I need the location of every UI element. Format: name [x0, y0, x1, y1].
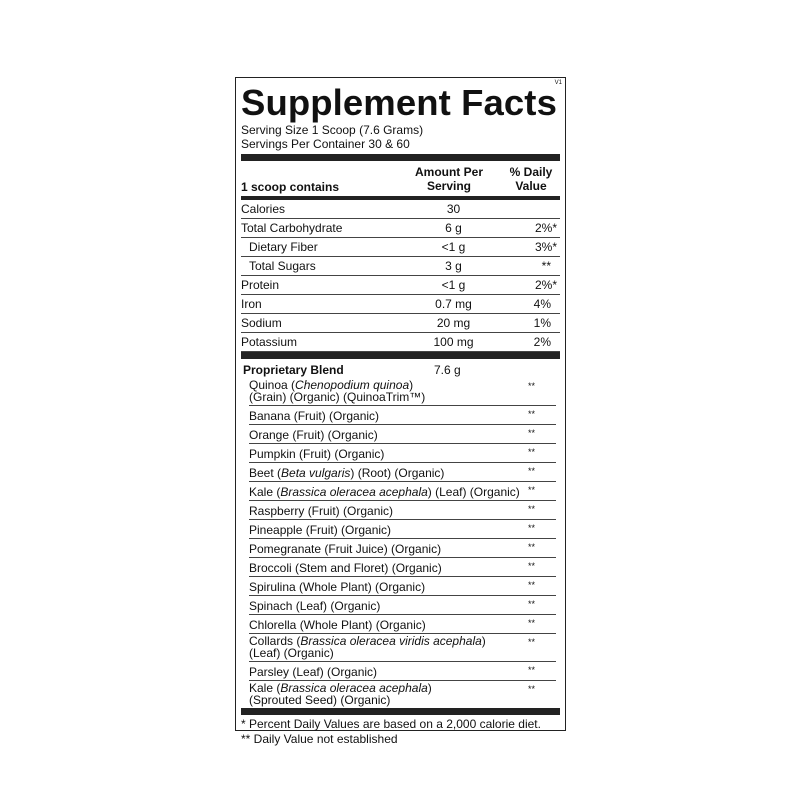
blend-ingredient-row: [249, 681, 556, 708]
ingredient-name: [249, 562, 556, 574]
divider-thick: [241, 154, 560, 161]
ingredient-daily-value: **: [527, 561, 535, 571]
serving-size: Serving Size 1 Scoop (7.6 Grams): [241, 123, 424, 137]
nutrient-amount: 6 g: [445, 221, 462, 235]
nutrient-amount: 100 mg: [433, 335, 474, 349]
divider-thick: [241, 708, 560, 715]
nutrient-row: [241, 295, 560, 314]
ingredient-text: Collards (: [249, 634, 301, 648]
header-amount-line1: Amount Per: [414, 165, 483, 179]
ingredient-daily-value: **: [527, 523, 535, 533]
blend-amount: 7.6 g: [434, 363, 461, 377]
blend-ingredient-row: [249, 501, 556, 520]
ingredient-text: Spirulina (Whole Plant) (Organic): [249, 580, 426, 594]
ingredient-text: ): [427, 681, 432, 695]
nutrient-name: Protein: [241, 278, 280, 292]
ingredient-text: ) (Root) (Organic): [350, 466, 445, 480]
nutrient-row: [241, 333, 560, 352]
ingredient-name: [249, 666, 556, 678]
nutrient-daily-value: 2%: [533, 335, 551, 349]
ingredient-daily-value: **: [527, 428, 535, 438]
ingredient-daily-value: **: [527, 381, 535, 391]
header-amount: [409, 165, 489, 193]
ingredient-name: [249, 581, 556, 593]
ingredient-daily-value: **: [527, 618, 535, 628]
ingredient-name: [249, 543, 556, 555]
ingredient-daily-value: **: [527, 599, 535, 609]
ingredient-name: [249, 505, 556, 517]
ingredient-text: Orange (Fruit) (Organic): [249, 428, 378, 442]
nutrient-name: Sodium: [241, 316, 282, 330]
ingredient-text: Banana (Fruit) (Organic): [249, 409, 380, 423]
ingredient-daily-value: **: [527, 466, 535, 476]
blend-ingredient-row: [249, 463, 556, 482]
nutrient-daily-value: **: [541, 259, 551, 273]
divider-thick: [241, 352, 560, 359]
blend-ingredient-row: [249, 520, 556, 539]
blend-ingredient-row: [249, 378, 556, 406]
blend-ingredient-row: [249, 577, 556, 596]
label-content: [241, 78, 560, 747]
supplement-facts-label: [235, 77, 566, 746]
nutrient-name: Total Sugars: [249, 259, 316, 273]
ingredient-name: [249, 448, 556, 460]
ingredient-daily-value: **: [527, 637, 535, 647]
ingredient-text: Spinach (Leaf) (Organic): [249, 599, 381, 613]
nutrient-amount: 0.7 mg: [435, 297, 472, 311]
label-title: Supplement Facts: [241, 82, 557, 123]
nutrient-amount: 3 g: [445, 259, 462, 273]
nutrient-table: [241, 200, 560, 352]
header-contains: 1 scoop contains: [241, 180, 340, 194]
ingredient-daily-value: **: [527, 665, 535, 675]
header-dv-line2: Value: [515, 179, 547, 193]
blend-ingredient-row: [249, 482, 556, 501]
nutrient-amount: 20 mg: [436, 316, 471, 330]
nutrient-row: [241, 200, 560, 219]
blend-ingredient-row: [249, 406, 556, 425]
ingredient-text: Chlorella (Whole Plant) (Organic): [249, 618, 426, 632]
ingredient-daily-value: **: [527, 504, 535, 514]
ingredient-name: [249, 619, 556, 631]
nutrient-amount: 30: [446, 202, 461, 216]
ingredient-latin-name: Brassica oleracea acephala: [280, 485, 428, 499]
ingredient-name-line2: (Sprouted Seed) (Organic): [249, 693, 391, 707]
nutrient-name: Total Carbohydrate: [241, 221, 343, 235]
ingredient-name: [249, 486, 556, 498]
blend-name: Proprietary Blend: [243, 363, 344, 377]
blend-ingredient-row: [249, 539, 556, 558]
nutrient-row: [241, 276, 560, 295]
ingredient-daily-value: **: [527, 485, 535, 495]
nutrient-daily-value: 4%: [533, 297, 551, 311]
ingredient-text: ): [481, 634, 486, 648]
ingredient-text: Kale (: [249, 681, 281, 695]
ingredient-text: Pineapple (Fruit) (Organic): [249, 523, 392, 537]
ingredient-daily-value: **: [527, 684, 535, 694]
footnotes: [241, 717, 560, 747]
ingredient-text: Kale (: [249, 485, 281, 499]
ingredient-daily-value: **: [527, 542, 535, 552]
version-code: V1: [554, 80, 562, 86]
ingredient-text: Parsley (Leaf) (Organic): [249, 665, 378, 679]
blend-ingredient-row: [249, 615, 556, 634]
ingredient-name: [249, 524, 556, 536]
proprietary-blend-header: [241, 359, 560, 378]
ingredient-daily-value: **: [527, 580, 535, 590]
blend-ingredient-list: [241, 378, 560, 708]
nutrient-row: [241, 314, 560, 333]
blend-ingredient-row: [249, 662, 556, 681]
nutrient-name: Calories: [241, 202, 286, 216]
nutrient-name: Potassium: [241, 335, 298, 349]
ingredient-name-line2: (Grain) (Organic) (QuinoaTrim™): [249, 390, 426, 404]
nutrient-row: [241, 238, 560, 257]
ingredient-latin-name: Chenopodium quinoa: [295, 378, 410, 392]
ingredient-daily-value: **: [527, 409, 535, 419]
ingredient-text: Broccoli (Stem and Floret) (Organic): [249, 561, 442, 575]
ingredient-name: [249, 467, 556, 479]
nutrient-row: [241, 257, 560, 276]
ingredient-text: Pumpkin (Fruit) (Organic): [249, 447, 385, 461]
ingredient-latin-name: Brassica oleracea acephala: [280, 681, 428, 695]
nutrient-daily-value: 2%*: [534, 221, 557, 235]
ingredient-name: [249, 410, 556, 422]
blend-ingredient-row: [249, 558, 556, 577]
footnote-percent-dv: * Percent Daily Values are based on a 2,000 calorie diet.: [241, 717, 541, 731]
nutrient-daily-value: 3%*: [534, 240, 557, 254]
nutrient-amount: <1 g: [441, 240, 466, 254]
blend-ingredient-row: [249, 634, 556, 662]
blend-ingredient-row: [249, 444, 556, 463]
nutrient-amount: <1 g: [441, 278, 466, 292]
servings-per-container: Servings Per Container 30 & 60: [241, 137, 410, 151]
ingredient-latin-name: Beta vulgaris: [281, 466, 351, 480]
ingredient-text: Raspberry (Fruit) (Organic): [249, 504, 394, 518]
header-amount-line2: Serving: [426, 179, 471, 193]
ingredient-latin-name: Brassica oleracea viridis acephala: [300, 634, 482, 648]
ingredient-name: [249, 600, 556, 612]
nutrient-row: [241, 219, 560, 238]
nutrient-name: Dietary Fiber: [249, 240, 318, 254]
nutrient-daily-value: 1%: [533, 316, 551, 330]
footnote-dv-not-established: ** Daily Value not established: [241, 732, 398, 746]
blend-ingredient-row: [249, 425, 556, 444]
ingredient-text: ): [409, 378, 414, 392]
blend-ingredient-row: [249, 596, 556, 615]
ingredient-name-line2: (Leaf) (Organic): [249, 646, 334, 660]
header-daily-value: [503, 165, 559, 193]
ingredient-daily-value: **: [527, 447, 535, 457]
ingredient-text: Beet (: [249, 466, 282, 480]
header-dv-line1: % Daily: [509, 165, 553, 179]
nutrient-name: Iron: [241, 297, 262, 311]
ingredient-text: Quinoa (: [249, 378, 296, 392]
ingredient-name: [249, 429, 556, 441]
ingredient-text: ) (Leaf) (Organic): [427, 485, 520, 499]
ingredient-text: Pomegranate (Fruit Juice) (Organic): [249, 542, 442, 556]
column-header: [241, 161, 560, 196]
nutrient-daily-value: 2%*: [534, 278, 557, 292]
